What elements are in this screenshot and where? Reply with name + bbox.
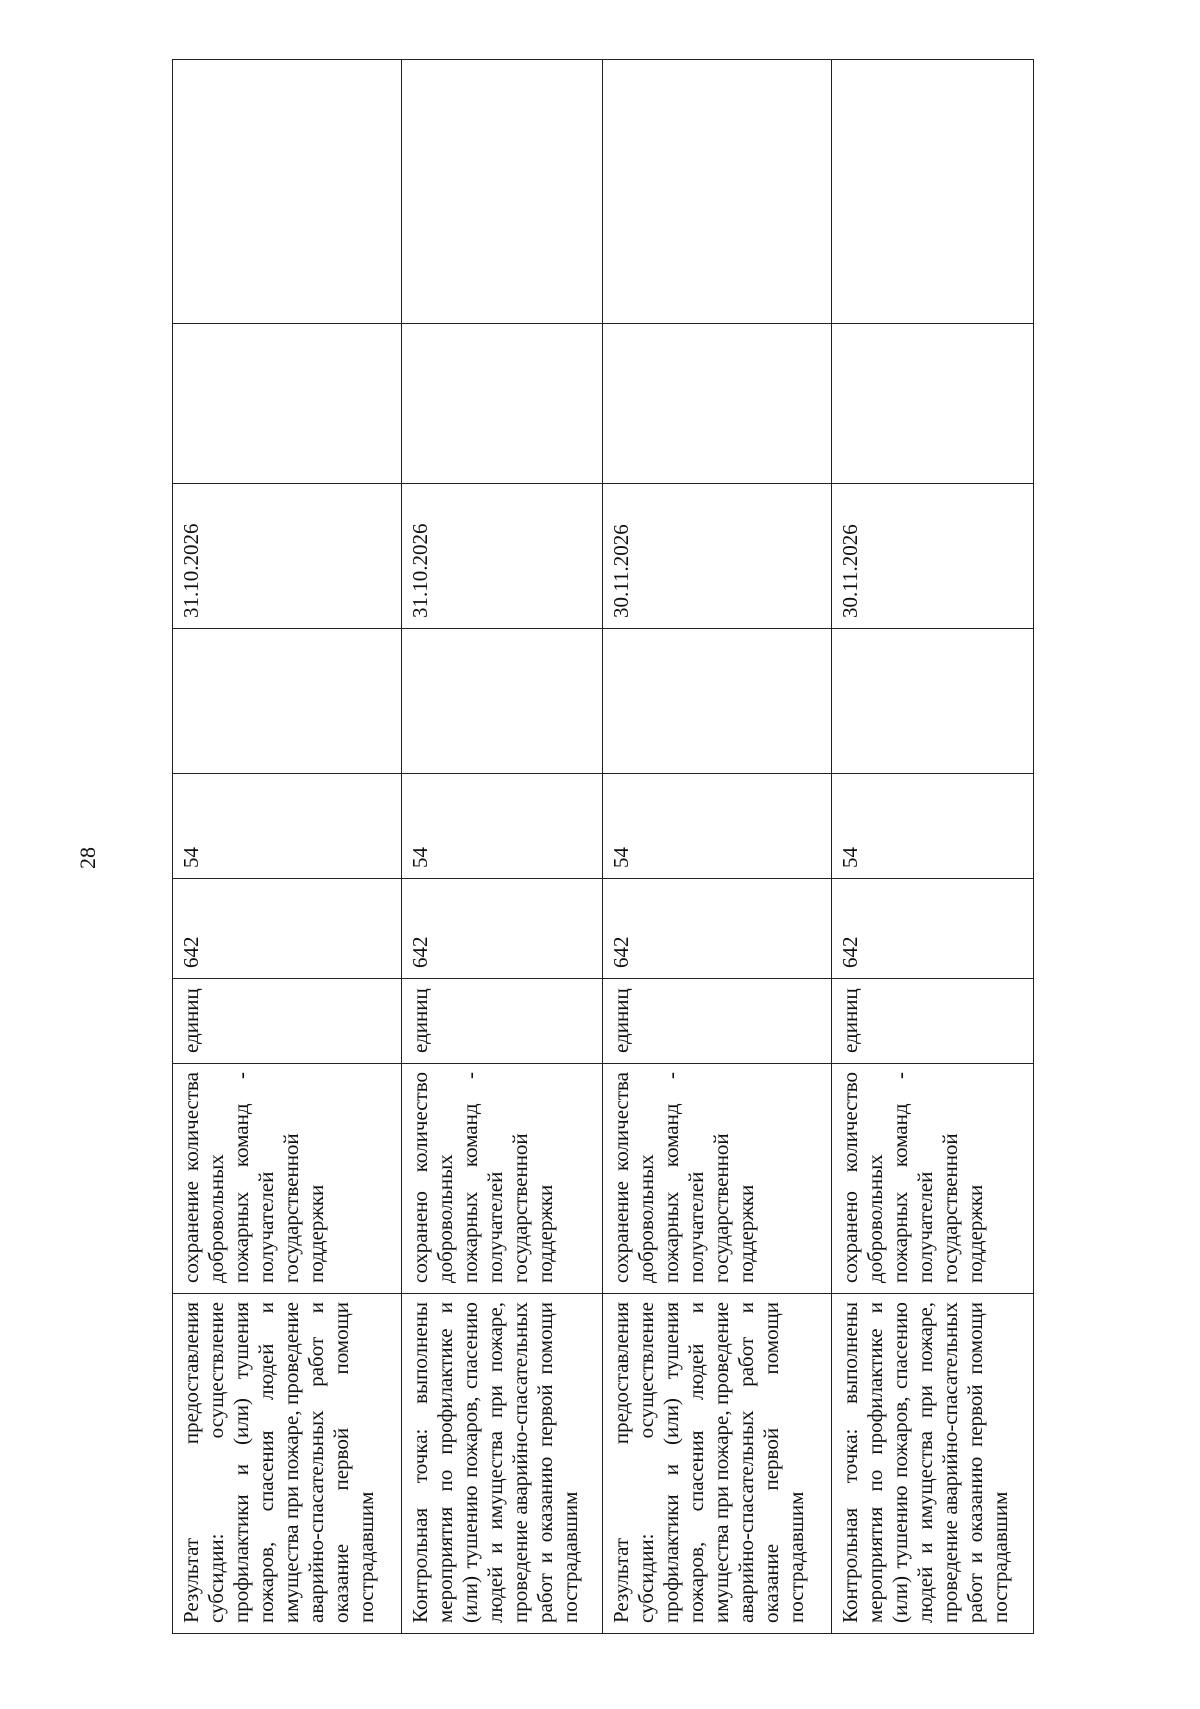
result-cell: Контрольная точка: выполнены мероприятия по профилактике и (или) тушению пожаров, спасению людей и имущества при пожаре, проведение аварийно-спасательных работ и оказанию первой помощи пострадавшим — [401, 1294, 603, 1634]
empty-cell — [832, 324, 1034, 484]
result-cell: Контрольная точка: выполнены мероприятия по профилактике и (или) тушению пожаров, спасению людей и имущества при пожаре, проведение аварийно-спасательных работ и оказанию первой помощи пострадавшим — [832, 1294, 1034, 1634]
code-cell: 642 — [401, 879, 603, 979]
value-cell: 54 — [603, 774, 832, 879]
indicators-table — [172, 59, 1034, 1634]
table-body — [173, 60, 1034, 1634]
empty-cell — [832, 60, 1034, 324]
table-row — [173, 60, 402, 1634]
unit-cell: единиц — [173, 979, 402, 1064]
unit-cell: единиц — [401, 979, 603, 1064]
empty-cell — [401, 324, 603, 484]
empty-cell — [401, 629, 603, 774]
result-cell: Результат предоставления субсидии: осуществление профилактики и (или) тушения пожаров, спасения людей и имущества при пожаре, проведение аварийно-спасательных работ и оказание первой помощи пострадавшим — [173, 1294, 402, 1634]
empty-cell — [603, 324, 832, 484]
date-cell: 30.11.2026 — [832, 484, 1034, 629]
empty-cell — [173, 60, 402, 324]
empty-cell — [173, 324, 402, 484]
value-cell: 54 — [173, 774, 402, 879]
code-cell: 642 — [173, 879, 402, 979]
code-cell: 642 — [832, 879, 1034, 979]
indicator-cell: сохранение количества добровольных пожарных команд - получателей государственной поддержки — [173, 1064, 402, 1294]
indicator-cell: сохранено количество добровольных пожарных команд - получателей государственной поддержки — [832, 1064, 1034, 1294]
unit-cell: единиц — [832, 979, 1034, 1064]
empty-cell — [832, 629, 1034, 774]
rotated-table-frame — [172, 60, 1034, 1634]
table-row — [603, 60, 832, 1634]
empty-cell — [603, 60, 832, 324]
empty-cell — [401, 60, 603, 324]
value-cell: 54 — [832, 774, 1034, 879]
code-cell: 642 — [603, 879, 832, 979]
unit-cell: единиц — [603, 979, 832, 1064]
table-row — [401, 60, 603, 1634]
date-cell: 31.10.2026 — [173, 484, 402, 629]
indicator-cell: сохранено количество добровольных пожарных команд - получателей государственной поддержки — [401, 1064, 603, 1294]
indicator-cell: сохранение количества добровольных пожарных команд - получателей государственной поддержки — [603, 1064, 832, 1294]
empty-cell — [173, 629, 402, 774]
value-cell: 54 — [401, 774, 603, 879]
page-number: 28 — [75, 847, 100, 869]
date-cell: 30.11.2026 — [603, 484, 832, 629]
result-cell: Результат предоставления субсидии: осуществление профилактики и (или) тушения пожаров, спасения людей и имущества при пожаре, проведение аварийно-спасательных работ и оказание первой помощи пострадавшим — [603, 1294, 832, 1634]
table-row — [832, 60, 1034, 1634]
date-cell: 31.10.2026 — [401, 484, 603, 629]
empty-cell — [603, 629, 832, 774]
